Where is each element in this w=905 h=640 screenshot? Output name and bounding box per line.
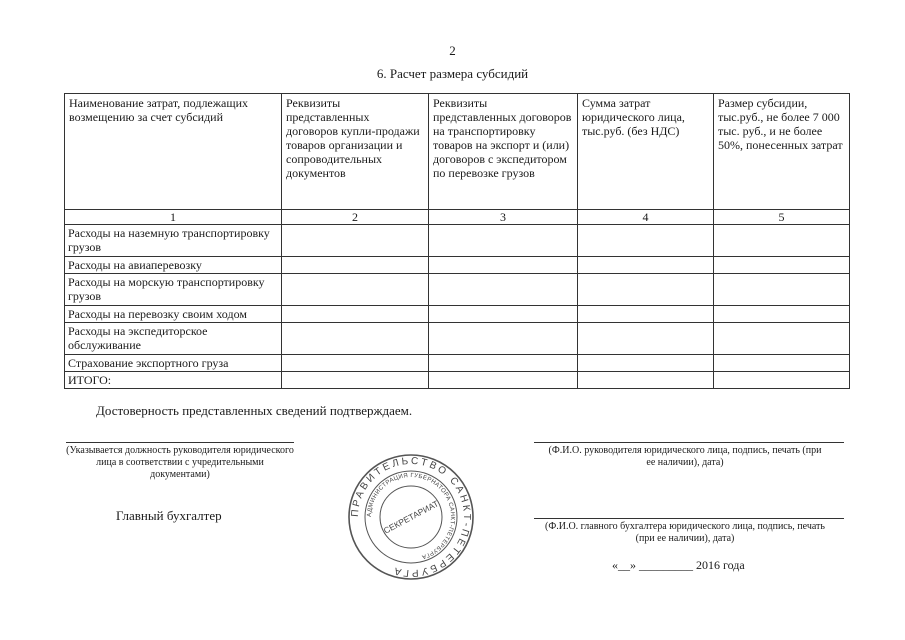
stamp-inner-text: АДМИНИСТРАЦИЯ ГУБЕРНАТОРА САНКТ-ПЕТЕРБУРГА: [366, 472, 456, 560]
row-label: Расходы на перевозку своим ходом: [65, 306, 282, 323]
header-purchase-contracts: Реквизиты представленных договоров купли-продажи товаров организации и сопроводительных документов: [282, 94, 429, 210]
table-cell: [429, 323, 578, 355]
table-cell: [578, 225, 714, 257]
column-number: 5: [714, 210, 850, 225]
confirmation-statement: Достоверность представленных сведений подтверждаем.: [96, 403, 413, 418]
subsidy-calculation-table: [64, 93, 850, 389]
header-subsidy-size: Размер субсидии, тыс.руб., не более 7 000 тыс. руб., и не более 50%, понесенных затрат: [714, 94, 850, 210]
table-cell: [282, 306, 429, 323]
table-cell: [578, 257, 714, 274]
table-row: [65, 323, 850, 355]
table-cell: [578, 274, 714, 306]
table-cell: [714, 323, 850, 355]
column-number: 2: [282, 210, 429, 225]
position-signature-line: [66, 442, 294, 443]
row-label: Расходы на экспедиторское обслуживание: [65, 323, 282, 355]
column-number: 1: [65, 210, 282, 225]
page-number: 2: [449, 43, 456, 58]
row-label: Расходы на морскую транспортировку грузов: [65, 274, 282, 306]
table-cell: [429, 225, 578, 257]
header-cost-amount: Сумма затрат юридического лица, тыс.руб. (без НДС): [578, 94, 714, 210]
table-cell: [714, 225, 850, 257]
chief-accountant-label: Главный бухгалтер: [116, 508, 222, 523]
table-cell: [714, 274, 850, 306]
section-title: 6. Расчет размера субсидий: [376, 66, 529, 81]
header-expense-name: Наименование затрат, подлежащих возмещению за счет субсидий: [65, 94, 282, 210]
row-label: Расходы на авиаперевозку: [65, 257, 282, 274]
table-cell: [282, 372, 429, 389]
table-row: [65, 355, 850, 372]
position-caption: (Указывается должность руководителя юридического лица в соответствии с учредительными документами): [66, 445, 294, 480]
table-cell: [714, 257, 850, 274]
table-row: [65, 225, 850, 257]
stamp-center-text: СЕКРЕТАРИАТ: [381, 498, 441, 536]
table-cell: [282, 355, 429, 372]
accountant-signature-caption: (Ф.И.О. главного бухгалтера юридического лица, подпись, печать (при ее наличии), дата): [545, 521, 825, 544]
table-row: [65, 274, 850, 306]
header-transport-contracts: Реквизиты представленных договоров на транспортировку товаров на экспорт и (или) договоров с экспедитором по перевозке грузов: [429, 94, 578, 210]
table-cell: [282, 257, 429, 274]
row-label: Расходы на наземную транспортировку грузов: [65, 225, 282, 257]
table-cell: [578, 372, 714, 389]
column-number: 3: [429, 210, 578, 225]
table-cell: [714, 355, 850, 372]
table-cell: [714, 306, 850, 323]
table-row: [65, 257, 850, 274]
table-cell: [282, 225, 429, 257]
table-cell: [429, 274, 578, 306]
table-row-total: [65, 372, 850, 389]
table-cell: [578, 306, 714, 323]
table-cell: [429, 372, 578, 389]
table-cell: [282, 323, 429, 355]
table-cell: [578, 323, 714, 355]
accountant-signature-line: [534, 518, 844, 519]
table-cell: [429, 257, 578, 274]
column-number: 4: [578, 210, 714, 225]
date-line: «__» _________ 2016 года: [612, 558, 745, 572]
table-cell: [429, 355, 578, 372]
official-stamp: [346, 452, 476, 582]
row-label-total: ИТОГО:: [65, 372, 282, 389]
table-row: [65, 306, 850, 323]
table-cell: [714, 372, 850, 389]
head-signature-line: [534, 442, 844, 443]
head-signature-caption: (Ф.И.О. руководителя юридического лица, подпись, печать (при ее наличии), дата): [548, 445, 822, 468]
table-cell: [429, 306, 578, 323]
table-cell: [282, 274, 429, 306]
row-label: Страхование экспортного груза: [65, 355, 282, 372]
stamp-outer-text: ПРАВИТЕЛЬСТВО САНКТ-ПЕТЕРБУРГА: [349, 455, 473, 579]
table-cell: [578, 355, 714, 372]
